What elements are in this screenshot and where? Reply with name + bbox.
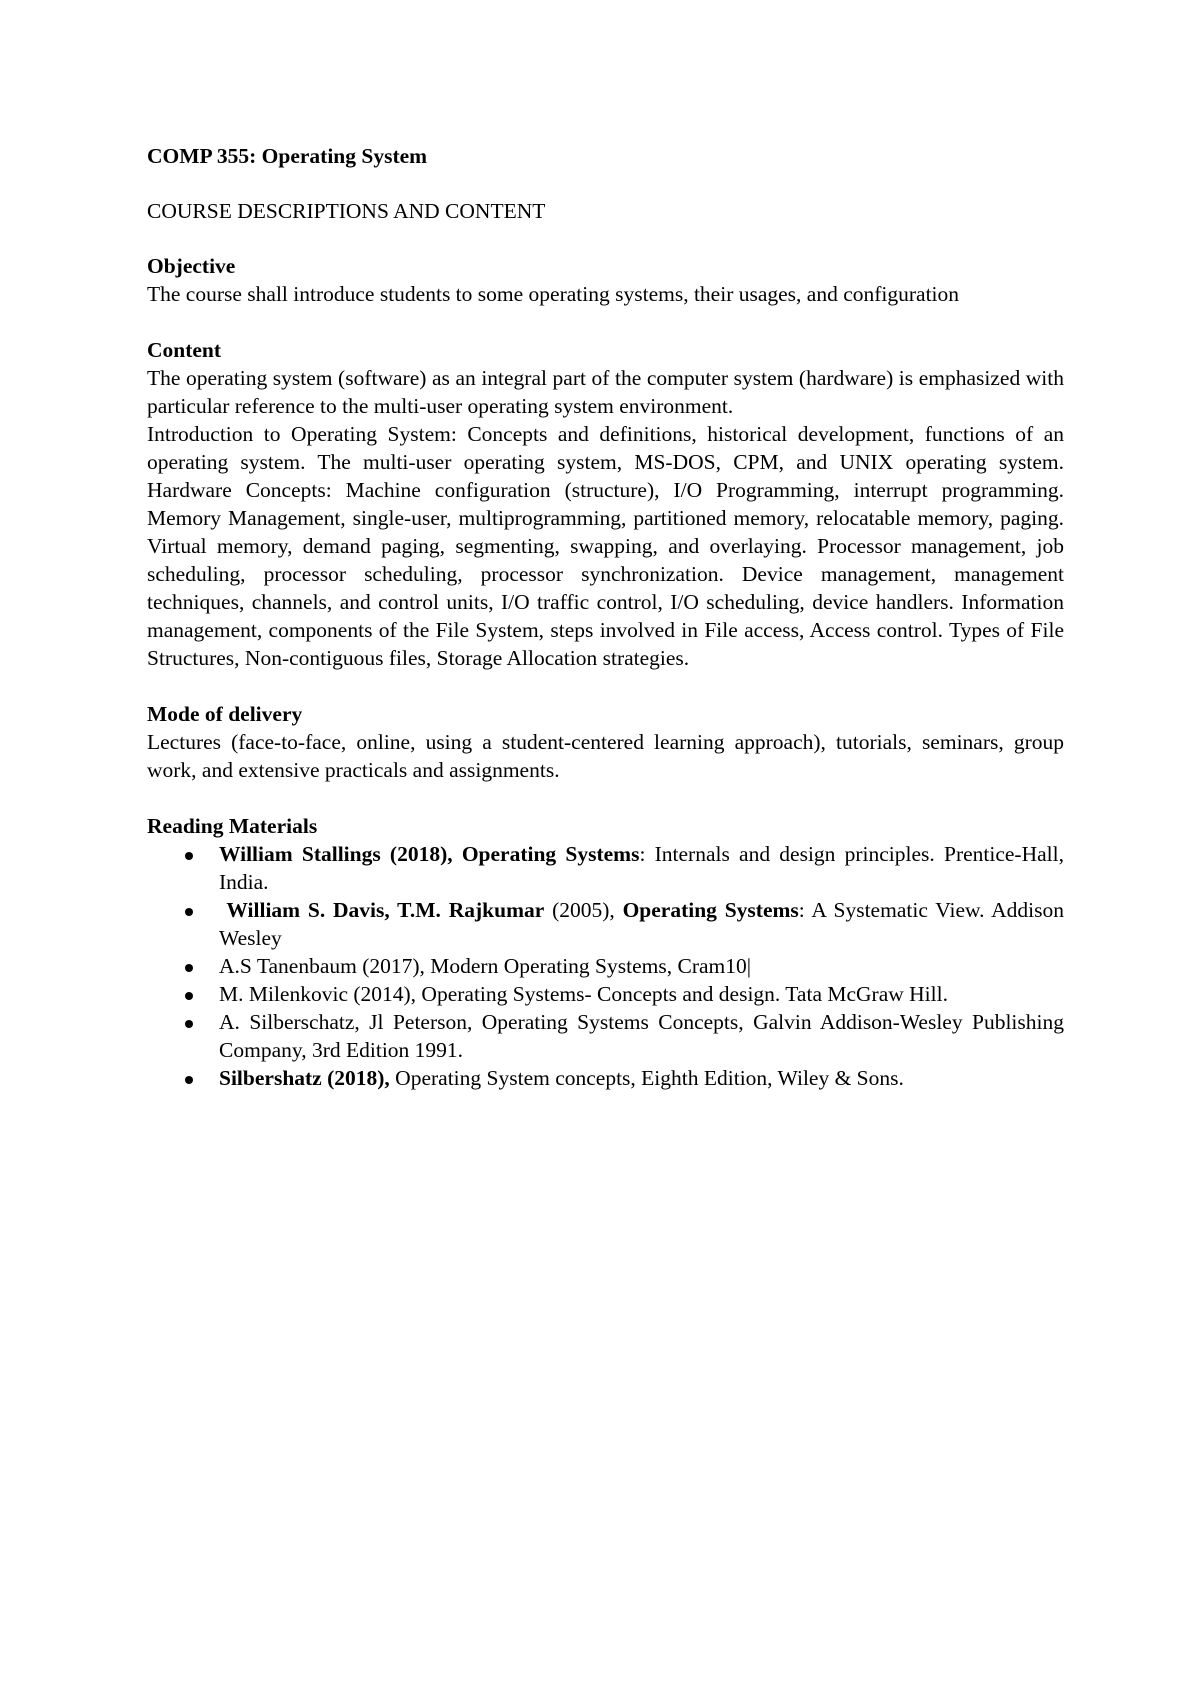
reading-bold-part: Silbershatz (2018), (219, 1066, 390, 1090)
content-heading: Content (147, 338, 222, 362)
objective-heading: Objective (147, 254, 236, 278)
reading-text-part: A.S Tanenbaum (2017), Modern Operating Systems, Cram10| (219, 954, 752, 978)
reading-text-part: M. Milenkovic (2014), Operating Systems- Concepts and design. Tata McGraw Hill. (219, 982, 948, 1006)
course-title: COMP 355: Operating System (147, 144, 428, 168)
reading-bold-part: Operating Systems (622, 898, 799, 922)
list-item (147, 980, 1064, 1008)
reading-list (147, 840, 1064, 1092)
reading-text-part: : Internals and design principles. Prentice-Hall, India. (219, 842, 1064, 894)
mode-of-delivery-text: Lectures (face-to-face, online, using a student-centered learning approach), tutorials, seminars, group work, and extensive practicals and assignments. (147, 730, 1064, 782)
section-heading: COURSE DESCRIPTIONS AND CONTENT (147, 199, 546, 223)
reading-bold-part: William S. Davis, T.M. Rajkumar (219, 898, 545, 922)
bullet-icon (185, 992, 193, 1000)
list-item (147, 1008, 1064, 1064)
bullet-icon (185, 852, 193, 860)
reading-text-part: (2005), (544, 898, 623, 922)
reading-text-part: Operating System concepts, Eighth Edition, Wiley & Sons. (389, 1066, 904, 1090)
list-item (147, 1064, 1064, 1092)
objective-text: The course shall introduce students to some operating systems, their usages, and configuration (147, 282, 960, 306)
reading-text-part: : A Systematic View. Addison Wesley (219, 898, 1064, 950)
reading-text-part: A. Silberschatz, Jl Peterson, Operating Systems Concepts, Galvin Addison-Wesley Publishing Company, 3rd Edition 1991. (219, 1010, 1064, 1062)
list-item (147, 840, 1064, 896)
mode-of-delivery-section (147, 700, 1064, 784)
bullet-icon (185, 1076, 193, 1084)
objective-section (147, 252, 1064, 308)
bullet-icon (185, 1020, 193, 1028)
list-item (147, 952, 1064, 980)
list-item (147, 896, 1064, 952)
reading-materials-heading: Reading Materials (147, 814, 318, 838)
content-paragraph-1: The operating system (software) as an integral part of the computer system (hardware) is emphasized with particular reference to the multi-user operating system environment. (147, 366, 1064, 418)
content-paragraph-2: Introduction to Operating System: Concepts and definitions, historical development, functions of an operating system. The multi-user operating system, MS-DOS, CPM, and UNIX operating system. Hardware Concepts: Machine configuration (structure), I/O Programming, interrupt programming. Memory Management, single-user, multiprogramming, partitioned memory, relocatable memory, paging. Virtual memory, demand paging, segmenting, swapping, and overlaying. Processor management, job scheduling, processor scheduling, processor synchronization. Device management, management techniques, channels, and control units, I/O traffic control, I/O scheduling, device handlers. Information management, components of the File System, steps involved in File access, Access control. Types of File Structures, Non-contiguous files, Storage Allocation strategies. (147, 422, 1064, 670)
reading-materials-section (147, 812, 1064, 1092)
bullet-icon (185, 964, 193, 972)
bullet-icon (185, 908, 193, 916)
document-page (147, 142, 1064, 1092)
content-section (147, 336, 1064, 672)
reading-bold-part: William Stallings (2018), Operating Systems (219, 842, 640, 866)
mode-of-delivery-heading: Mode of delivery (147, 702, 303, 726)
